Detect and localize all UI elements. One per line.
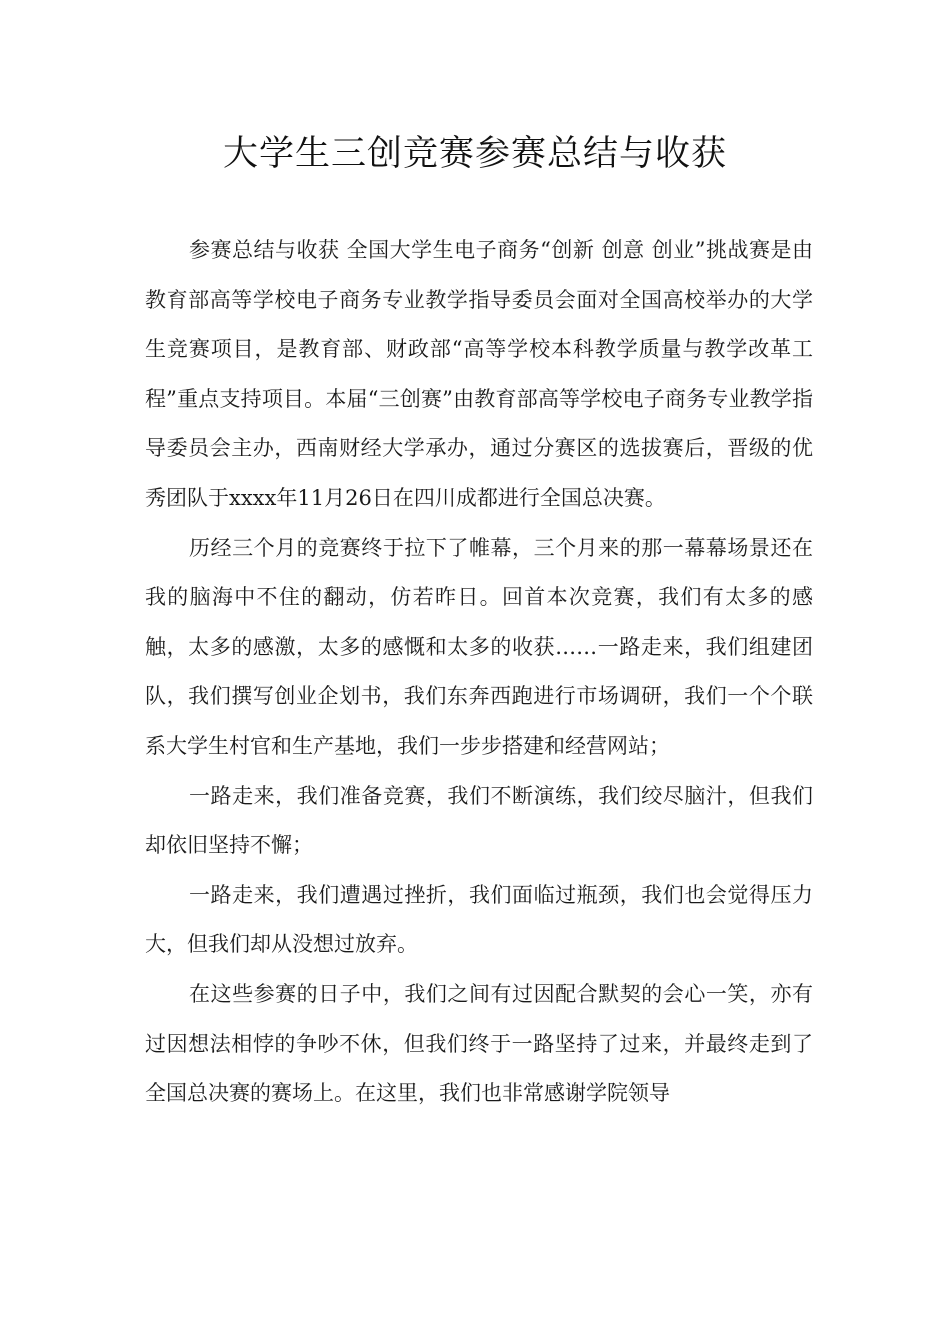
document-body <box>145 226 813 1119</box>
paragraph-preparation: 一路走来，我们准备竞赛，我们不断演练，我们绞尽脑汁，但我们却依旧坚持不懈； <box>145 783 813 858</box>
paragraph-journey: 历经三个月的竞赛终于拉下了帷幕，三个月来的那一幕幕场景还在我的脑海中不住的翻动，仿若昨日。回首本次竞赛，我们有太多的感触，太多的感激，太多的感慨和太多的收获……一路走来，我们组建团队，我们撰写创业企划书，我们东奔西跑进行市场调研，我们一个个联系大学生村官和生产基地，我们一步步搭建和经营网站； <box>145 535 813 758</box>
document-title: 大学生三创竞赛参赛总结与收获 <box>222 134 727 174</box>
paragraph-teamwork: 在这些参赛的日子中，我们之间有过因配合默契的会心一笑，亦有过因想法相悖的争吵不休，但我们终于一路坚持了过来，并最终走到了全国总决赛的赛场上。在这里，我们也非常感谢学院领导 <box>145 981 813 1106</box>
paragraph-intro: 参赛总结与收获 全国大学生电子商务“创新 创意 创业”挑战赛是由教育部高等学校电子商务专业教学指导委员会面对全国高校举办的大学生竞赛项目，是教育部、财政部“高等学校本科教学质量与教学改革工程”重点支持项目。本届“三创赛”由教育部高等学校电子商务专业教学指导委员会主办，西南财经大学承办，通过分赛区的选拔赛后，晋级的优秀团队于xxxx年11月26日在四川成都进行全国总决赛。 <box>145 238 813 510</box>
paragraph-setbacks: 一路走来，我们遭遇过挫折，我们面临过瓶颈，我们也会觉得压力大，但我们却从没想过放弃。 <box>145 882 813 957</box>
